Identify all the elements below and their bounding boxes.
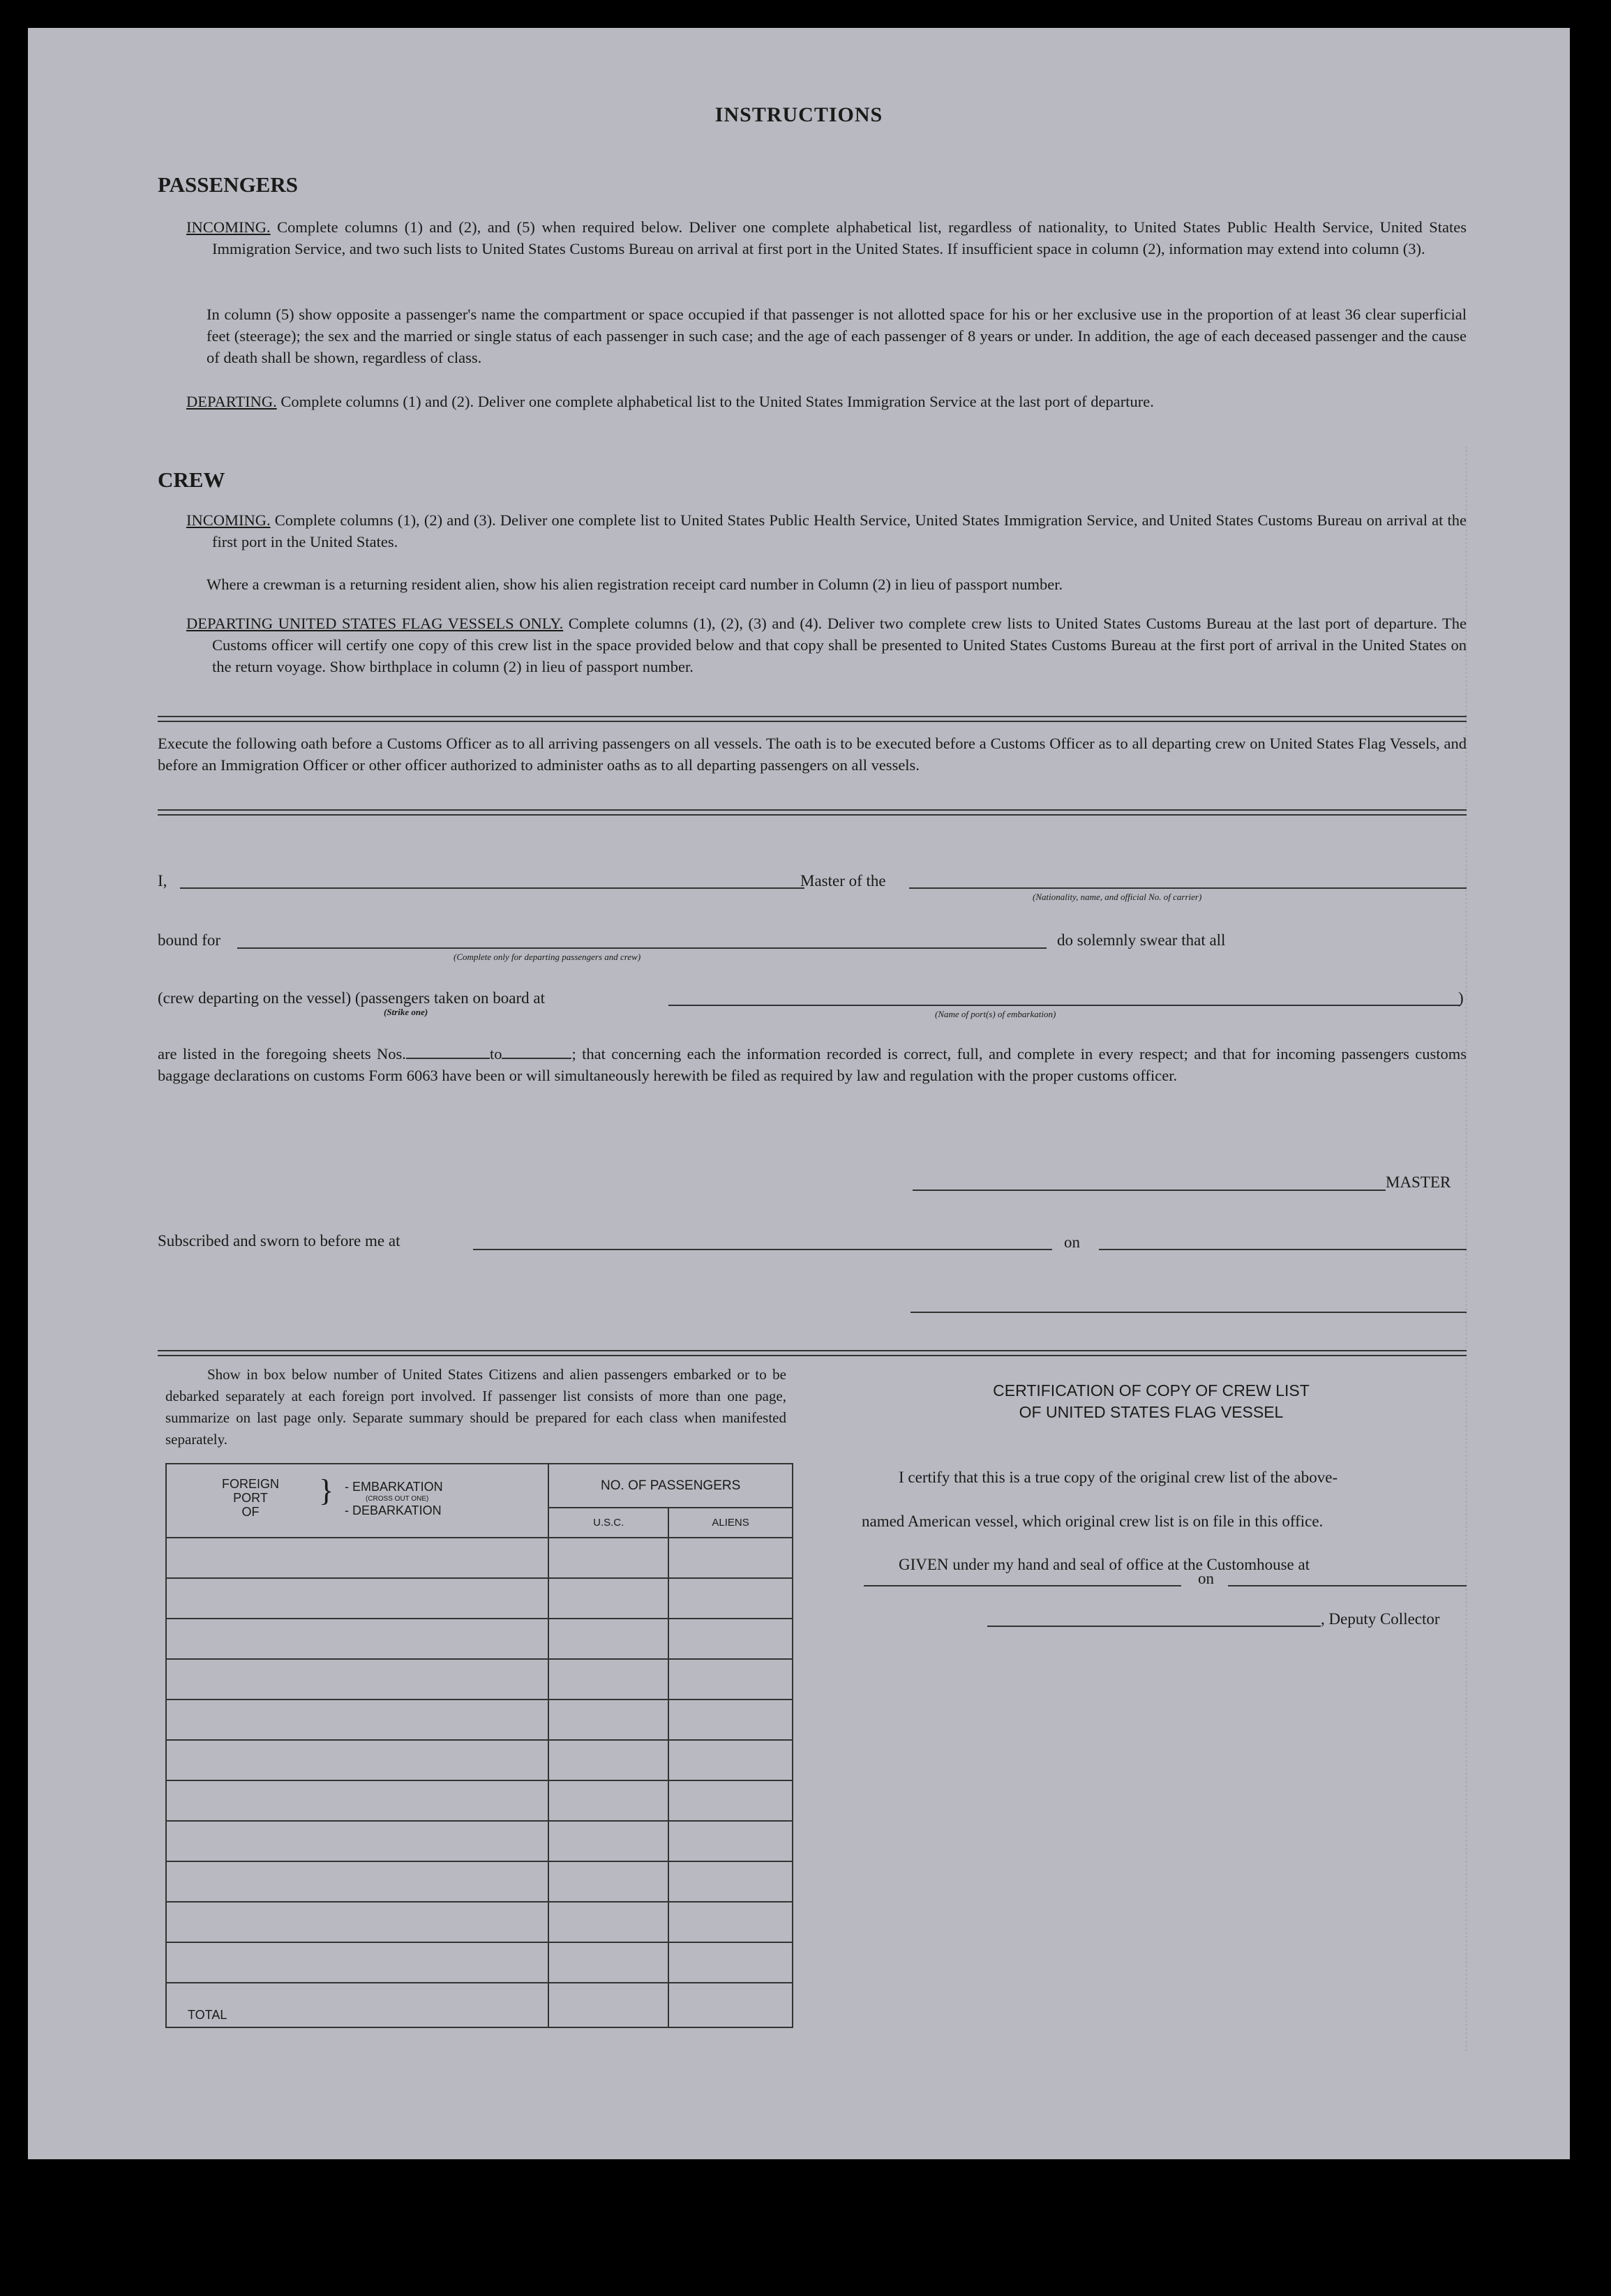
port-cell[interactable] <box>166 1700 548 1740</box>
table-row <box>166 1780 793 1821</box>
summary-instructions: Show in box below number of United States Citizens and alien passengers embarked or to be debarked separately at each foreign port involved. If passenger list consists of more than one page, summarize on last page only. Separate summary should be prepared for each class when manifested separately. <box>165 1366 786 1448</box>
crew-departing-label: DEPARTING UNITED STATES FLAG VESSELS ONLY. <box>186 615 564 632</box>
port-cell[interactable] <box>166 1861 548 1902</box>
table-row <box>166 1619 793 1659</box>
bleed-through-marks <box>1465 447 1537 2051</box>
usc-cell[interactable] <box>548 1578 668 1619</box>
port-cell[interactable] <box>166 1659 548 1700</box>
port-cell[interactable] <box>166 1902 548 1942</box>
crew-incoming-paragraph <box>186 509 1467 553</box>
page-title: INSTRUCTIONS <box>714 103 883 126</box>
sworn-date-field[interactable] <box>1099 1249 1467 1250</box>
listed-to-text: to <box>489 1045 502 1063</box>
certification-title-line1: CERTIFICATION OF COPY OF CREW LIST <box>993 1381 1310 1400</box>
port-cell[interactable] <box>166 1740 548 1780</box>
divider <box>158 809 1467 816</box>
usc-cell[interactable] <box>548 1538 668 1578</box>
passengers-departing-text: Complete columns (1) and (2). Deliver one complete alphabetical list to the United States Immigration Service at the last port of departure. <box>280 393 1154 410</box>
usc-cell[interactable] <box>548 1619 668 1659</box>
table-row <box>166 1578 793 1619</box>
embarkation-label: - EMBARKATION <box>345 1480 443 1494</box>
do-swear-label: do solemnly swear that all <box>1057 931 1226 949</box>
table-row <box>166 1942 793 1983</box>
certification-title-line2: OF UNITED STATES FLAG VESSEL <box>1019 1403 1284 1421</box>
passengers-departing-paragraph <box>186 391 1467 412</box>
deputy-signature-field[interactable] <box>987 1626 1321 1627</box>
crew-departing-paragraph <box>186 613 1467 677</box>
crew-departing-oath-label: (crew departing on the vessel) (passengers taken on board at <box>158 989 545 1007</box>
bound-for-label: bound for <box>158 931 221 949</box>
sheet-from-field[interactable] <box>406 1058 490 1059</box>
table-row <box>166 1821 793 1861</box>
oath-i-label: I, <box>158 872 167 890</box>
usc-cell[interactable] <box>548 1861 668 1902</box>
port-cell[interactable] <box>166 1578 548 1619</box>
total-label: TOTAL <box>166 1983 548 2027</box>
sworn-on-label: on <box>1064 1233 1080 1251</box>
port-cell[interactable] <box>166 1942 548 1983</box>
passengers-column5-paragraph: In column (5) show opposite a passenger's name the compartment or space occupied if that passenger is not allotted space for his or her exclusive use in the proportion of at least 36 clear superficial feet (steerage); the sex and the married or single status of each passenger in such case; and the age of each passenger of 8 years or under. In addition, the age of each deceased passenger and the cause of death shall be shown, regardless of class. <box>207 306 1467 366</box>
divider <box>158 716 1467 722</box>
sworn-place-field[interactable] <box>473 1249 1052 1250</box>
passengers-heading: PASSENGERS <box>158 172 298 197</box>
given-label: GIVEN under my hand and seal of office at the Customhouse at <box>899 1556 1310 1573</box>
usc-cell[interactable] <box>548 1780 668 1821</box>
port-cell[interactable] <box>166 1821 548 1861</box>
complete-note: (Complete only for departing passengers and crew) <box>454 952 641 962</box>
form-page <box>28 28 1570 2159</box>
passenger-summary-table <box>165 1463 793 2028</box>
master-name-field[interactable] <box>180 887 804 889</box>
carrier-note: (Nationality, name, and official No. of carrier) <box>1033 892 1202 902</box>
port-header-cell <box>166 1464 548 1538</box>
strike-one-note: (Strike one) <box>384 1007 428 1017</box>
master-signature-field[interactable] <box>913 1190 1386 1191</box>
crew-incoming-label: INCOMING. <box>186 511 271 529</box>
usc-cell[interactable] <box>548 1942 668 1983</box>
ports-embarkation-field[interactable] <box>668 1005 1460 1006</box>
total-row <box>166 1983 793 2027</box>
carrier-field[interactable] <box>909 887 1467 889</box>
usc-cell[interactable] <box>548 1700 668 1740</box>
aliens-cell[interactable] <box>668 1700 793 1740</box>
table-row <box>166 1659 793 1700</box>
debarkation-label: - DEBARKATION <box>345 1503 442 1517</box>
port-cell[interactable] <box>166 1780 548 1821</box>
aliens-cell[interactable] <box>668 1619 793 1659</box>
listed-post-text: ; that concerning each the information recorded is correct, full, and complete in every respect; and that for incoming passengers customs baggage declarations on customs Form 6063 have been or will simultaneously herewith be filed as required by law and regulation with the proper customs officer. <box>158 1045 1467 1084</box>
table-row <box>166 1861 793 1902</box>
aliens-cell[interactable] <box>668 1780 793 1821</box>
crew-departing-text: Complete columns (1), (2), (3) and (4). Deliver two complete crew lists to United States Customs Bureau at the last port of departure. The Customs officer will certify one copy of this crew list in the space provided below and that copy shall be presented to United States Customs Bureau at the first port of arrival in the United States on the return voyage. Show birthplace in column (2) in lieu of passport number. <box>212 615 1467 675</box>
usc-cell[interactable] <box>548 1740 668 1780</box>
customhouse-field[interactable] <box>864 1585 1181 1586</box>
sheet-to-field[interactable] <box>502 1058 571 1059</box>
crew-alien-paragraph: Where a crewman is a returning resident alien, show his alien registration receipt card number in Column (2) in lieu of passport number. <box>207 576 1063 593</box>
crew-heading: CREW <box>158 467 225 492</box>
brace-icon: } <box>319 1473 334 1508</box>
table-row <box>166 1538 793 1578</box>
certification-date-field[interactable] <box>1228 1585 1467 1586</box>
aliens-cell[interactable] <box>668 1942 793 1983</box>
aliens-cell[interactable] <box>668 1538 793 1578</box>
deputy-collector-label: , Deputy Collector <box>1321 1610 1440 1628</box>
aliens-cell[interactable] <box>668 1659 793 1700</box>
master-of-label: Master of the <box>800 872 886 890</box>
aliens-cell[interactable] <box>668 1861 793 1902</box>
port-cell[interactable] <box>166 1619 548 1659</box>
close-paren: ) <box>1458 989 1464 1007</box>
passengers-incoming-label: INCOMING. <box>186 218 271 236</box>
subscribed-label: Subscribed and sworn to before me at <box>158 1232 400 1250</box>
listed-pre-text: are listed in the foregoing sheets Nos. <box>158 1045 406 1063</box>
foreign-port-label: FOREIGN PORT OF <box>221 1477 279 1519</box>
usc-cell[interactable] <box>548 1902 668 1942</box>
table-row <box>166 1902 793 1942</box>
usc-total-cell[interactable] <box>548 1983 668 2027</box>
aliens-cell[interactable] <box>668 1821 793 1861</box>
passengers-incoming-paragraph <box>186 216 1467 260</box>
divider <box>158 1350 1467 1356</box>
crew-incoming-text: Complete columns (1), (2) and (3). Deliver one complete list to United States Public Health Service, United States Immigration Service, and United States Customs Bureau on arrival at the first port in the United States. <box>212 511 1467 550</box>
passengers-incoming-text: Complete columns (1) and (2), and (5) when required below. Deliver one complete alphabetical list, regardless of nationality, to United States Public Health Service, United States Immigration Service, and two such lists to United States Customs Bureau on arrival at first port in the United States. If insufficient space in column (2), information may extend into column (3). <box>212 218 1467 257</box>
officer-signature-field[interactable] <box>911 1312 1467 1313</box>
table-row <box>166 1700 793 1740</box>
usc-cell[interactable] <box>548 1659 668 1700</box>
table-row <box>166 1740 793 1780</box>
no-passengers-header: NO. OF PASSENGERS <box>548 1464 793 1508</box>
certification-on-label: on <box>1198 1570 1214 1587</box>
aliens-cell[interactable] <box>668 1902 793 1942</box>
aliens-cell[interactable] <box>668 1740 793 1780</box>
certify-line2: named American vessel, which original crew list is on file in this office. <box>862 1513 1324 1530</box>
certify-line1: I certify that this is a true copy of the original crew list of the above- <box>899 1469 1338 1486</box>
certification-title <box>837 1380 1465 1423</box>
passengers-departing-label: DEPARTING. <box>186 393 277 410</box>
aliens-total-cell[interactable] <box>668 1983 793 2027</box>
usc-header: U.S.C. <box>548 1508 668 1538</box>
usc-cell[interactable] <box>548 1821 668 1861</box>
listed-paragraph <box>158 1043 1467 1086</box>
port-cell[interactable] <box>166 1538 548 1578</box>
master-label: MASTER <box>1386 1173 1451 1191</box>
destination-field[interactable] <box>237 947 1047 949</box>
oath-intro: Execute the following oath before a Customs Officer as to all arriving passengers on all vessels. The oath is to be executed before a Customs Officer as to all departing crew on United States Flag Vessels, and before an Immigration Officer or other officer authorized to administer oaths as to all departing passengers on all vessels. <box>158 735 1467 774</box>
aliens-header: ALIENS <box>668 1508 793 1538</box>
ports-note: (Name of port(s) of embarkation) <box>935 1009 1056 1019</box>
cross-out-note: (CROSS OUT ONE) <box>366 1495 429 1503</box>
aliens-cell[interactable] <box>668 1578 793 1619</box>
